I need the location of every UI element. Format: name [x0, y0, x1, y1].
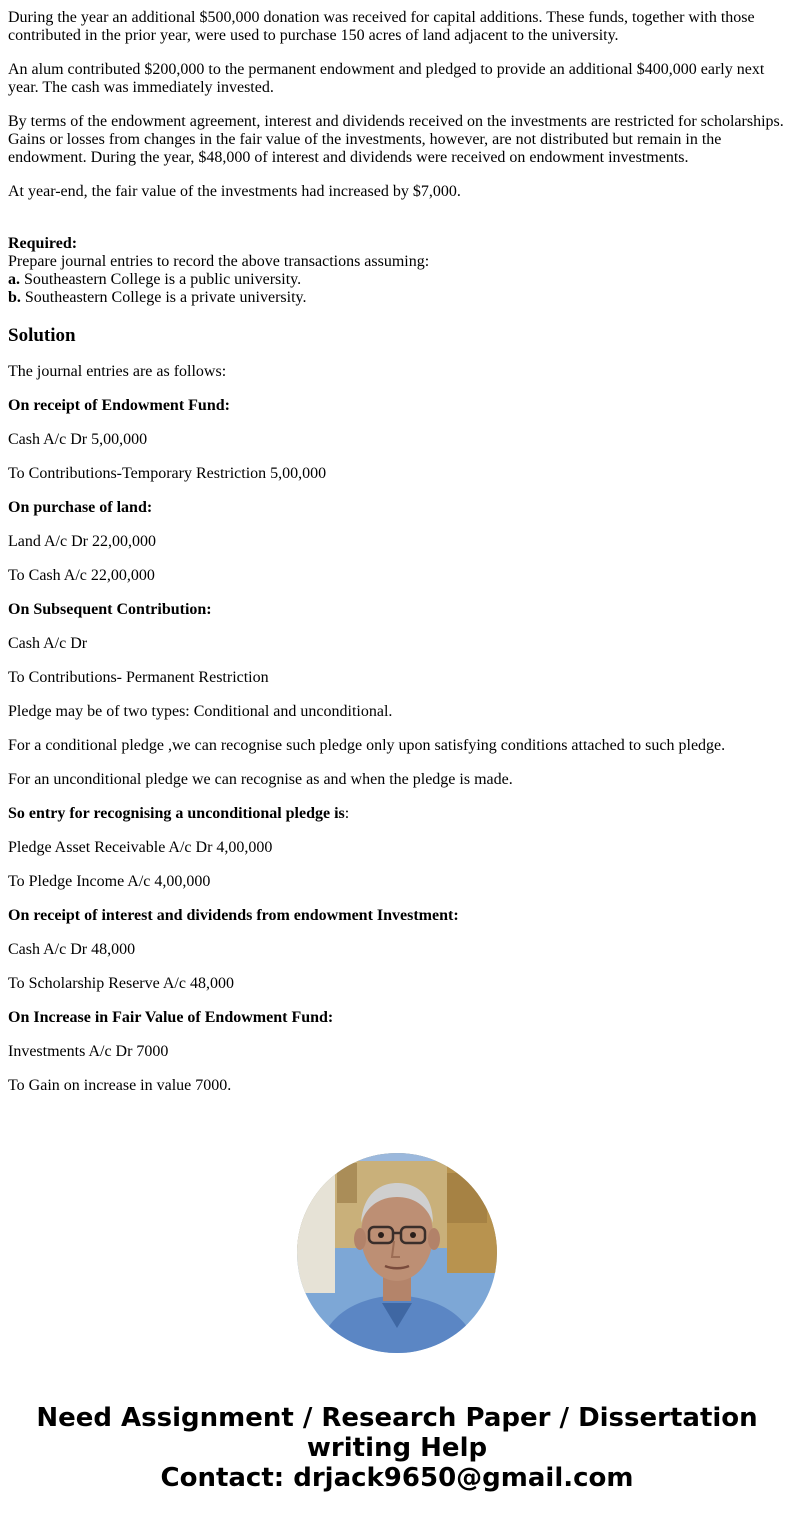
option-a-letter: a. [8, 271, 20, 288]
solution-intro: The journal entries are as follows: [8, 363, 227, 380]
subsequent-debit-entry: Cash A/c Dr [8, 635, 88, 652]
required-label: Required: [8, 235, 78, 252]
problem-paragraph-alum-contribution: An alum contributed $200,000 to the permanent endowment and pledged to provide an additional $400,000 early next year. The cash was immediately invested. [8, 61, 765, 96]
pledge-entry-heading: So entry for recognising a unconditional pledge is [8, 805, 345, 822]
option-a [8, 271, 786, 289]
fair-value-heading: On Increase in Fair Value of Endowment Fund: [8, 1009, 334, 1026]
subsequent-heading: On Subsequent Contribution: [8, 601, 212, 618]
required-section [8, 235, 786, 307]
land-heading: On purchase of land: [8, 499, 153, 516]
solution-heading: Solution [8, 325, 76, 346]
option-b-text: Southeastern College is a private university. [20, 289, 307, 306]
promo-line-2: writing Help [306, 1433, 488, 1463]
option-b-letter: b. [8, 289, 21, 306]
interest-heading: On receipt of interest and dividends from endowment Investment: [8, 907, 459, 924]
pledge-conditional-text: For a conditional pledge ,we can recognise such pledge only upon satisfying conditions attached to such pledge. [8, 737, 726, 754]
author-portrait-image [297, 1153, 497, 1353]
option-b [8, 289, 786, 307]
subsequent-credit-entry: To Contributions- Permanent Restriction [8, 669, 269, 686]
fair-value-credit-entry: To Gain on increase in value 7000. [8, 1077, 232, 1094]
pledge-types-text: Pledge may be of two types: Conditional and unconditional. [8, 703, 393, 720]
land-debit-entry: Land A/c Dr 22,00,000 [8, 533, 156, 550]
required-text: Prepare journal entries to record the above transactions assuming: [8, 253, 430, 270]
pledge-entry-heading-line [8, 805, 786, 823]
land-credit-entry: To Cash A/c 22,00,000 [8, 567, 155, 584]
interest-credit-entry: To Scholarship Reserve A/c 48,000 [8, 975, 234, 992]
option-a-text: Southeastern College is a public university. [20, 271, 302, 288]
promo-contact: Contact: drjack9650@gmail.com [160, 1463, 634, 1493]
promo-line-1: Need Assignment / Research Paper / Dissertation [36, 1403, 758, 1433]
interest-debit-entry: Cash A/c Dr 48,000 [8, 941, 136, 958]
endowment-heading: On receipt of Endowment Fund: [8, 397, 230, 414]
endowment-debit-entry: Cash A/c Dr 5,00,000 [8, 431, 148, 448]
problem-paragraph-fair-value: At year-end, the fair value of the investments had increased by $7,000. [8, 183, 461, 200]
document-body [8, 0, 786, 1111]
pledge-unconditional-text: For an unconditional pledge we can recognise as and when the pledge is made. [8, 771, 513, 788]
cut-off-line [8, 0, 786, 1]
problem-paragraph-capital-donation: During the year an additional $500,000 donation was received for capital additions. These funds, together with those contributed in the prior year, were used to purchase 150 acres of land adjacent to the university. [8, 9, 755, 44]
problem-paragraph-endowment-terms: By terms of the endowment agreement, interest and dividends received on the investments are restricted for scholarships. Gains or losses from changes in the fair value of the investments, however, are not distributed but remain in the endowment. During the year, $48,000 of interest and dividends were received on endowment investments. [8, 113, 784, 166]
endowment-credit-entry: To Contributions-Temporary Restriction 5,00,000 [8, 465, 327, 482]
pledge-debit-entry: Pledge Asset Receivable A/c Dr 4,00,000 [8, 839, 273, 856]
author-avatar [297, 1153, 497, 1353]
pledge-credit-entry: To Pledge Income A/c 4,00,000 [8, 873, 211, 890]
pledge-entry-colon: : [344, 805, 350, 822]
fair-value-debit-entry: Investments A/c Dr 7000 [8, 1043, 169, 1060]
promo-banner [0, 1403, 794, 1493]
